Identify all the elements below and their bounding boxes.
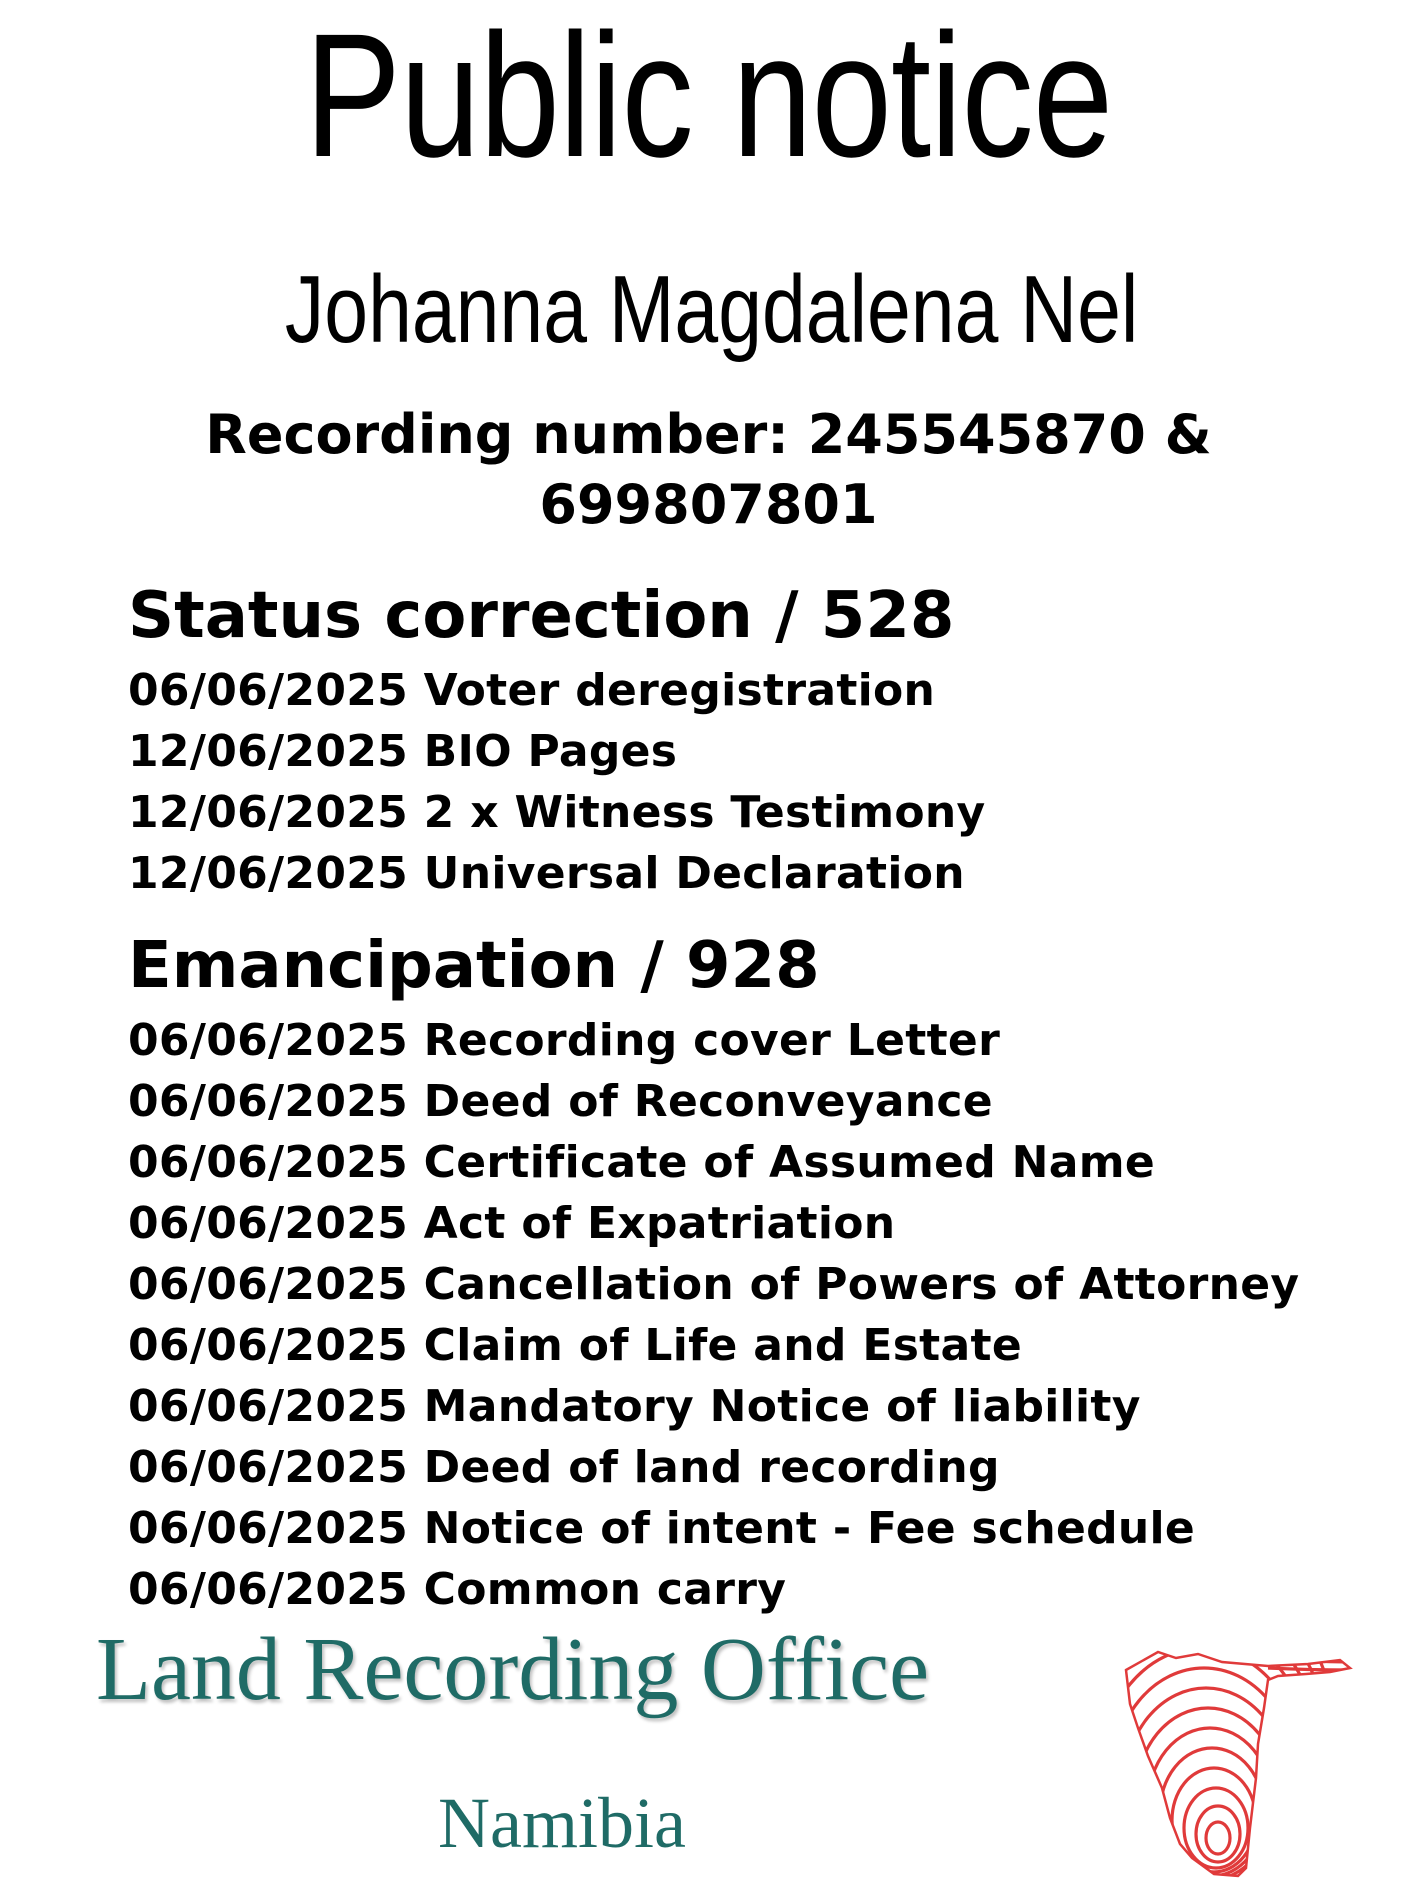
person-name: Johanna Magdalena Nel	[284, 256, 1139, 363]
recording-number-line-2: 699807801	[539, 473, 878, 536]
country-name: Namibia	[438, 1783, 686, 1863]
list-item: 12/06/2025 Universal Declaration	[128, 848, 965, 899]
list-item: 06/06/2025 Act of Expatriation	[128, 1198, 896, 1249]
list-item: 12/06/2025 BIO Pages	[128, 726, 678, 777]
list-item: 06/06/2025 Mandatory Notice of liability	[128, 1381, 1141, 1432]
section-heading: Status correction / 528	[128, 579, 955, 653]
recording-number	[0, 400, 1417, 540]
recording-number-line-1: Recording number: 245545870 &	[205, 403, 1212, 466]
list-item: 06/06/2025 Recording cover Letter	[128, 1015, 1001, 1066]
office-name: Land Recording Office	[96, 1620, 930, 1719]
namibia-map-fingerprint-icon	[1118, 1648, 1358, 1880]
status-correction-section	[128, 574, 986, 904]
emancipation-section	[128, 924, 1299, 1620]
list-item: 06/06/2025 Common carry	[128, 1564, 787, 1615]
list-item: 06/06/2025 Notice of intent - Fee schedule	[128, 1503, 1196, 1554]
list-item: 06/06/2025 Deed of Reconveyance	[128, 1076, 993, 1127]
list-item: 06/06/2025 Certificate of Assumed Name	[128, 1137, 1156, 1188]
list-item: 06/06/2025 Deed of land recording	[128, 1442, 1000, 1493]
list-item: 06/06/2025 Claim of Life and Estate	[128, 1320, 1022, 1371]
section-heading: Emancipation / 928	[128, 929, 820, 1003]
list-item: 12/06/2025 2 x Witness Testimony	[128, 787, 986, 838]
list-item: 06/06/2025 Cancellation of Powers of Attorney	[128, 1259, 1300, 1310]
notice-title: Public notice	[304, 0, 1113, 194]
list-item: 06/06/2025 Voter deregistration	[128, 665, 936, 716]
